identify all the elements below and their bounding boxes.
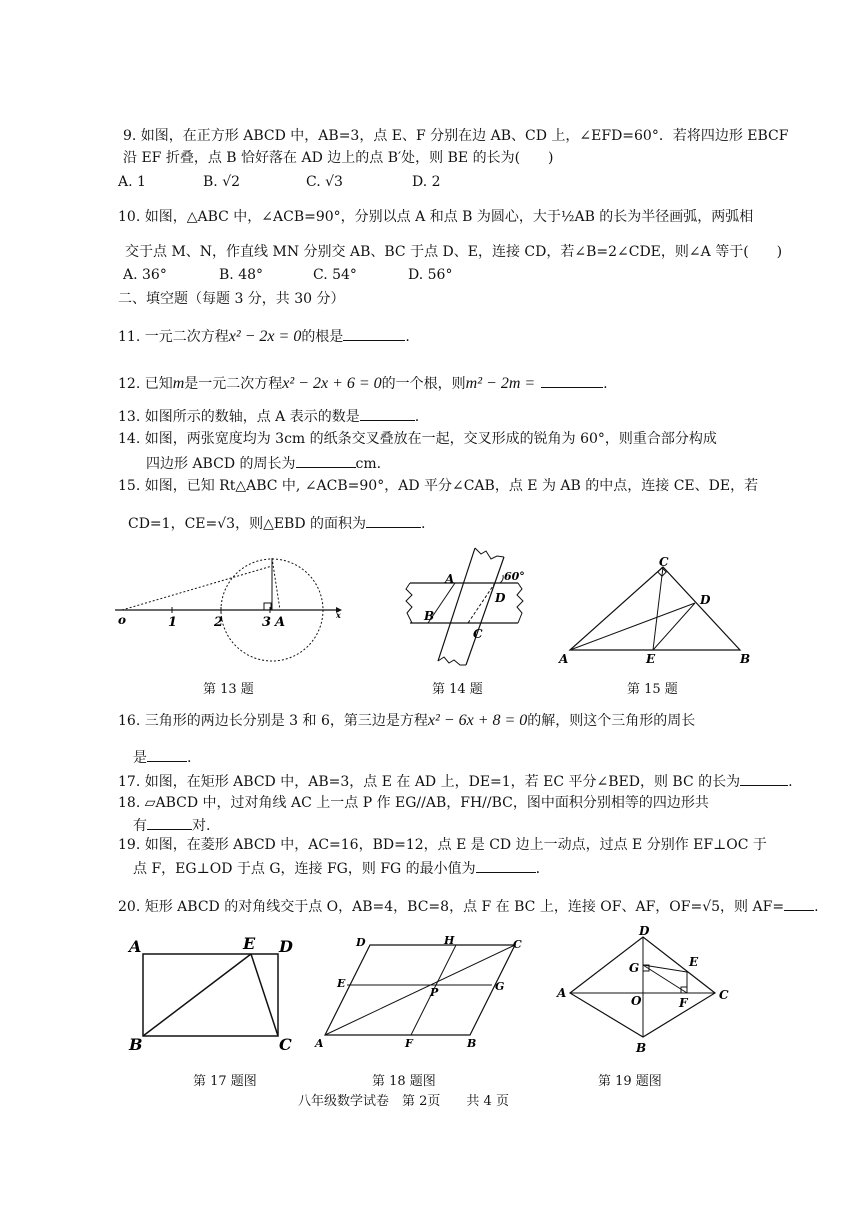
page-footer: 八年级数学试卷 第 2页 共 4 页 — [298, 1094, 509, 1109]
q16-end: . — [187, 750, 192, 766]
fig15-label-c: C — [659, 555, 669, 569]
q12-equation: x² − 2x + 6 = 0 — [282, 375, 382, 392]
q16-text-post: 的解，则这个三角形的周长 — [527, 713, 696, 729]
q9-option-c: C. √3 — [306, 174, 343, 190]
q11-pre: 11. 一元二次方程 — [118, 329, 229, 345]
q19-line1: 19. 如图，在菱形 ABCD 中，AC=16，BD=12，点 E 是 CD 边上一动点，过点 E 分别作 EF⊥OC 于 — [118, 837, 767, 853]
figure-19-rhombus — [555, 925, 745, 1060]
fig13-label-a: A — [275, 615, 286, 630]
fig19-label-c: C — [719, 988, 729, 1002]
q18-line2-text: 有 — [133, 818, 147, 834]
q9-option-a: A. 1 — [118, 174, 146, 190]
caption-fig15: 第 15 题 — [627, 682, 678, 697]
q13-answer-blank[interactable] — [360, 406, 415, 421]
q12-end: . — [603, 376, 608, 392]
dotted-radius — [272, 558, 280, 610]
q12-equation2: m² − 2m = — [465, 375, 536, 392]
q20-text: 20. 矩形 ABCD 的对角线交于点 O，AB=4，BC=8，点 F 在 BC 上，连接 OF、AF，OF=√5，则 AF= — [118, 899, 785, 915]
q16-line2 — [133, 747, 191, 767]
dotted-hypotenuse — [122, 566, 272, 610]
fig14-label-60: 60° — [504, 570, 525, 583]
caption-fig19: 第 19 题图 — [598, 1074, 662, 1089]
q15-line2-text: CD=1，CE=√3，则△EBD 的面积为 — [128, 516, 367, 532]
caption-fig18: 第 18 题图 — [372, 1074, 436, 1089]
q12 — [118, 373, 608, 393]
fig18-label-b: B — [467, 1037, 477, 1050]
fig18-label-c: C — [513, 938, 522, 951]
fig19-label-b: B — [636, 1041, 647, 1055]
caption-fig17: 第 17 题图 — [193, 1074, 257, 1089]
fig18-label-h: H — [444, 934, 455, 947]
q13-end: . — [414, 409, 420, 425]
figure-18-parallelogram — [310, 932, 530, 1052]
fig18-label-d: D — [356, 936, 366, 949]
q10-option-a: A. 36° — [123, 267, 167, 283]
q11 — [118, 326, 410, 346]
fig13-label-2: 2 — [214, 615, 224, 630]
q19-line2 — [133, 858, 540, 878]
q10-option-d: D. 56° — [408, 267, 453, 283]
q15-line1: 15. 如图，已知 Rt△ABC 中, ∠ACB=90°，AD 平分∠CAB，点 E 为 AB 的中点，连接 CE、DE，若 — [118, 478, 759, 494]
fig13-label-o: o — [118, 613, 127, 627]
q20-answer-blank[interactable] — [784, 896, 814, 911]
q12-answer-blank[interactable] — [541, 373, 603, 388]
q11-equation: x² − 2x = 0 — [228, 328, 302, 345]
q16-line1 — [118, 712, 695, 730]
q14-unit: cm. — [355, 456, 382, 472]
fig17-label-d: D — [279, 937, 293, 956]
fig13-label-3: 3 — [262, 615, 272, 630]
q18-end: 对. — [192, 818, 211, 834]
q11-end: . — [405, 329, 410, 345]
fig14-label-c: C — [473, 627, 483, 641]
q14-line2 — [146, 453, 381, 473]
fig15-label-b: B — [740, 652, 751, 666]
figure-15-triangle — [555, 555, 765, 667]
fig19-label-g: G — [629, 961, 640, 975]
fig17-label-a: A — [129, 937, 142, 956]
fig13-label-x: x — [336, 610, 341, 620]
q14-line2-text: 四边形 ABCD 的周长为 — [146, 456, 296, 472]
q9-line1: 9. 如图，在正方形 ABCD 中，AB=3，点 E、F 分别在边 AB、CD 上，∠EFD=60°．若将四边形 EBCF — [123, 128, 789, 144]
q15-answer-blank[interactable] — [366, 513, 421, 528]
q15-end: . — [421, 516, 426, 532]
rectangle-abcd — [143, 954, 278, 1036]
q14-answer-blank[interactable] — [296, 453, 356, 468]
fig15-label-d: D — [700, 593, 711, 607]
slanted-strip — [438, 548, 504, 665]
q9-option-b: B. √2 — [203, 174, 241, 190]
fig15-label-e: E — [646, 652, 656, 666]
fig19-label-o: O — [631, 994, 642, 1008]
fig19-label-e: E — [689, 955, 699, 969]
q16-text: 16. 三角形的两边长分别是 3 和 6，第三边是方程 — [118, 713, 428, 729]
q11-answer-blank[interactable] — [343, 326, 405, 341]
q12-mid: 是一元二次方程 — [184, 376, 283, 392]
q9-option-d: D. 2 — [412, 174, 441, 190]
section-heading: 二、填空题（每题 3 分，共 30 分） — [118, 291, 345, 307]
q20-end: . — [814, 899, 819, 915]
fig15-label-a: A — [559, 652, 569, 666]
fig17-label-b: B — [129, 1035, 143, 1054]
fig14-label-b: B — [424, 609, 435, 623]
q12-pre: 12. 已知 — [118, 376, 173, 392]
fig18-label-p: P — [430, 986, 439, 999]
q13 — [118, 406, 419, 426]
q12-post: 的一个根，则 — [381, 376, 466, 392]
q20 — [118, 896, 819, 916]
q16-equation: x² − 6x + 8 = 0 — [427, 712, 528, 729]
q10-option-c: C. 54° — [313, 267, 357, 283]
fig18-label-f: F — [405, 1037, 413, 1050]
q12-m: m — [172, 375, 185, 392]
q11-post: 的根是 — [301, 329, 344, 345]
q19-line2-text: 点 F，EG⊥OD 于点 G，连接 FG，则 FG 的最小值为 — [133, 861, 476, 877]
fig18-label-g: G — [495, 980, 505, 993]
fig14-label-d: D — [495, 591, 506, 605]
caption-fig13: 第 13 题 — [203, 682, 254, 697]
q18-line2 — [133, 815, 210, 835]
fig19-label-a: A — [557, 986, 567, 1000]
fig19-label-d: D — [639, 925, 650, 938]
fig18-label-a: A — [315, 1037, 324, 1050]
fig19-label-f: F — [679, 996, 688, 1010]
q17-end: . — [788, 774, 793, 790]
q14-line1: 14. 如图，两张宽度均为 3cm 的纸条交叉叠放在一起，交叉形成的锐角为 60°，则重合部分构成 — [118, 431, 717, 447]
q16-line2-text: 是 — [133, 750, 147, 766]
fig13-label-1: 1 — [168, 615, 178, 630]
figure-14-paper-strips — [400, 543, 530, 668]
q17-answer-blank[interactable] — [740, 771, 788, 786]
fig18-label-e: E — [337, 977, 346, 990]
q15-line2 — [128, 513, 425, 533]
figure-17-rectangle — [125, 932, 300, 1057]
q17-text: 17. 如图，在矩形 ABCD 中，AB=3，点 E 在 AD 上，DE=1，若 EC 平分∠BED，则 BC 的长为 — [118, 774, 741, 790]
figure-13-number-line — [110, 548, 350, 663]
q16-answer-blank[interactable] — [147, 747, 187, 762]
q9-line2: 沿 EF 折叠，点 B 恰好落在 AD 边上的点 B′处，则 BE 的长为( ) — [123, 150, 554, 166]
q18-line1: 18. ▱ABCD 中，过对角线 AC 上一点 P 作 EG//AB，FH//BC，图中面积分别相等的四边形共 — [118, 795, 709, 811]
q17 — [118, 771, 793, 791]
q18-answer-blank[interactable] — [147, 815, 192, 830]
q10-option-b: B. 48° — [219, 267, 264, 283]
q13-text: 13. 如图所示的数轴，点 A 表示的数是 — [118, 409, 360, 425]
q10-line2: 交于点 M、N，作直线 MN 分别交 AB、BC 于点 D、E，连接 CD，若∠B=2∠CDE，则∠A 等于( ) — [125, 244, 783, 260]
q19-answer-blank[interactable] — [476, 858, 536, 873]
fig17-label-c: C — [279, 1035, 292, 1054]
fig17-label-e: E — [243, 934, 256, 953]
fig14-label-a: A — [445, 572, 455, 586]
q10-line1: 10. 如图，△ABC 中，∠ACB=90°，分别以点 A 和点 B 为圆心，大于½AB 的长为半径画弧，两弧相 — [118, 209, 754, 225]
q19-end: . — [535, 861, 541, 877]
caption-fig14: 第 14 题 — [432, 682, 483, 697]
